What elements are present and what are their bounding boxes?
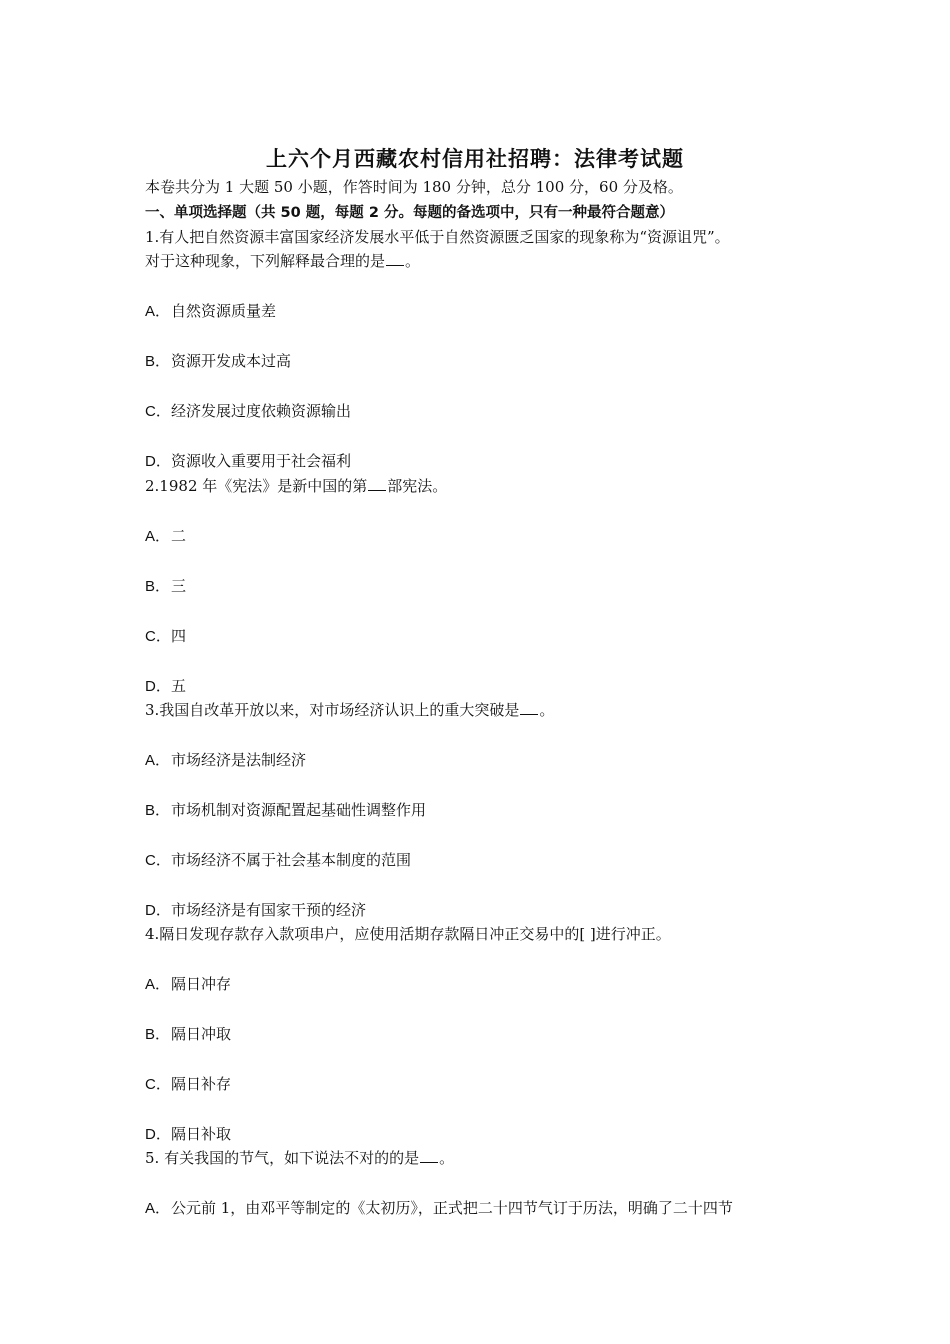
question-3-option-b: B． 市场机制对资源配置起基础性调整作用 <box>145 801 427 819</box>
question-2-option-d: D． 五 <box>145 677 187 695</box>
answer-blank <box>520 700 538 715</box>
question-3-option-c: C． 市场经济不属于社会基本制度的范围 <box>145 851 412 869</box>
question-3-stem: 3.我国自改革开放以来，对市场经济认识上的重大突破是 。 <box>145 701 555 719</box>
question-2-option-b: B． 三 <box>145 577 187 595</box>
answer-blank <box>420 1148 438 1163</box>
answer-blank <box>386 251 404 266</box>
question-1-stem-line2: 对于这种现象，下列解释最合理的是 。 <box>145 252 421 270</box>
question-1-stem-line1: 1.有人把自然资源丰富国家经济发展水平低于自然资源匮乏国家的现象称为“资源诅咒”。 <box>145 228 730 246</box>
question-2-stem: 2.1982 年《宪法》是新中国的第 部宪法。 <box>145 477 448 495</box>
question-4-option-b: B． 隔日冲取 <box>145 1025 232 1043</box>
question-2-option-c: C． 四 <box>145 627 187 645</box>
question-5-stem: 5. 有关我国的节气，如下说法不对的的是 。 <box>145 1149 455 1167</box>
question-1-option-b: B． 资源开发成本过高 <box>145 352 292 370</box>
page-title: 上六个月西藏农村信用社招聘：法律考试题 <box>266 146 684 171</box>
answer-blank <box>368 476 386 491</box>
question-4-option-a: A． 隔日冲存 <box>145 975 232 993</box>
question-4-stem: 4.隔日发现存款存入款项串户，应使用活期存款隔日冲正交易中的[ ]进行冲正。 <box>145 925 671 943</box>
question-4-option-c: C． 隔日补存 <box>145 1075 232 1093</box>
question-1-option-a: A． 自然资源质量差 <box>145 302 277 320</box>
intro-text: 本卷共分为 1 大题 50 小题，作答时间为 180 分钟，总分 100 分，60 分及格。 <box>145 178 683 196</box>
question-1-option-d: D． 资源收入重要用于社会福利 <box>145 452 352 470</box>
question-5-option-a: A． 公元前 1，由邓平等制定的《太初历》，正式把二十四节气订于历法，明确了二十四节 <box>145 1199 733 1217</box>
question-4-option-d: D． 隔日补取 <box>145 1125 232 1143</box>
question-1-option-c: C． 经济发展过度依赖资源输出 <box>145 402 352 420</box>
section-heading: 一、单项选择题（共 50 题，每题 2 分。每题的备选项中，只有一种最符合题意） <box>145 205 674 221</box>
question-3-option-a: A． 市场经济是法制经济 <box>145 751 307 769</box>
question-3-option-d: D． 市场经济是有国家干预的经济 <box>145 901 367 919</box>
question-2-option-a: A． 二 <box>145 527 187 545</box>
